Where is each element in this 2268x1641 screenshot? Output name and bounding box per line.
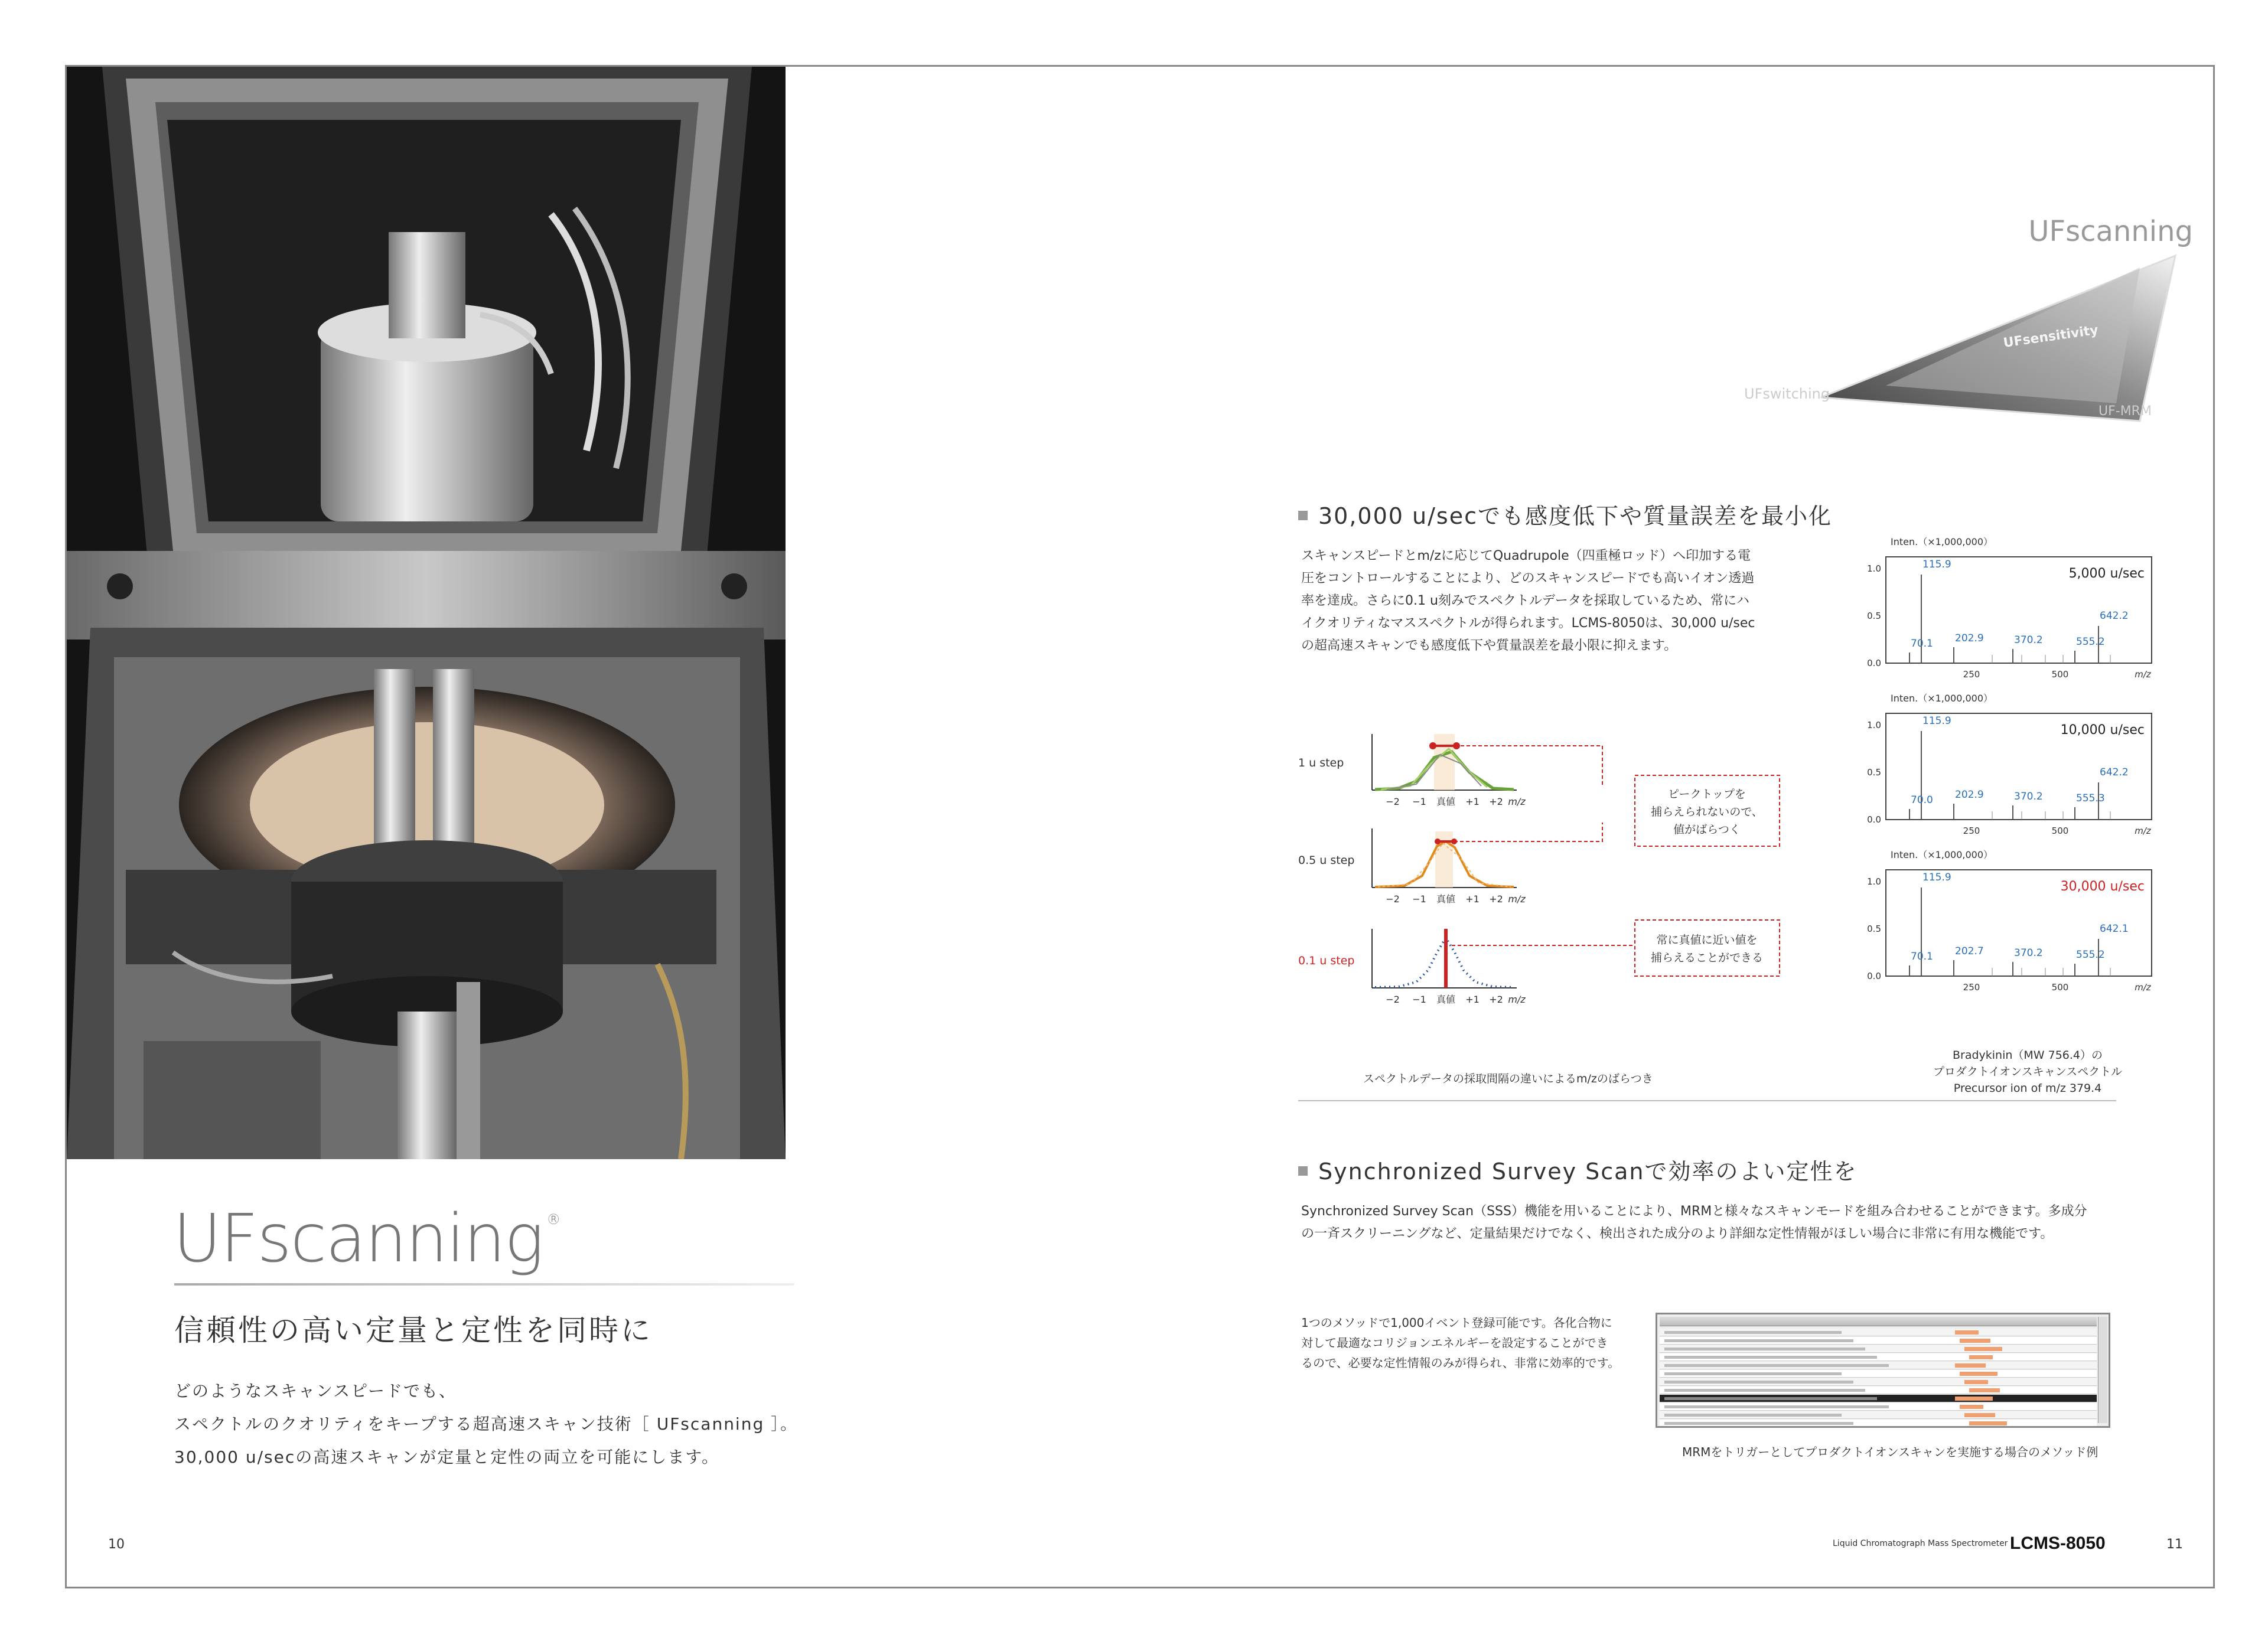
time-bar xyxy=(1964,1380,1988,1384)
peak-label: 370.2 xyxy=(2014,634,2043,646)
table-row xyxy=(1660,1345,2097,1353)
intro-text xyxy=(174,1375,798,1474)
row-text-placeholder xyxy=(1664,1414,1842,1417)
callout-line: 値がばらつく xyxy=(1673,823,1741,836)
method-table-caption: MRMをトリガーとしてプロダクトイオンスキャンを実施する場合のメソッド例 xyxy=(1682,1445,2098,1459)
step-diagram xyxy=(1298,716,1800,1094)
time-bar xyxy=(1960,1339,1990,1343)
table-row xyxy=(1660,1353,2097,1361)
peak-label: 555.3 xyxy=(2076,792,2105,804)
x-tick: +2 xyxy=(1489,796,1503,807)
x-tick: −2 xyxy=(1386,893,1400,905)
page-subtitle: 信頼性の高い定量と定性を同時に xyxy=(174,1313,653,1348)
x-tick: +1 xyxy=(1465,994,1480,1005)
y-tick: 0.0 xyxy=(1867,971,1881,981)
x-tick: m/z xyxy=(2135,982,2151,993)
peak-label: 642.2 xyxy=(2100,766,2129,778)
footer-product-line: Liquid Chromatograph Mass Spectrometer xyxy=(1833,1539,2008,1548)
row-text-placeholder xyxy=(1664,1389,1865,1392)
table-row xyxy=(1660,1378,2097,1386)
x-tick: m/z xyxy=(1508,796,1526,807)
peak-label: 115.9 xyxy=(1922,715,1951,727)
callout-line: 常に真値に近い値を xyxy=(1656,934,1758,947)
section2-side-text xyxy=(1301,1313,1619,1373)
y-tick: 0.5 xyxy=(1867,611,1881,621)
body-line: るので、必要な定性情報のみが得られ、非常に効率的です。 xyxy=(1301,1356,1620,1370)
scrollbar[interactable] xyxy=(2098,1317,2107,1423)
intro-line: スペクトルのクオリティをキープする超高速スキャン技術［ UFscanning ］。 xyxy=(174,1414,799,1434)
y-tick: 0.0 xyxy=(1867,658,1881,668)
brochure-spread xyxy=(65,65,2215,1588)
body-line: 率を達成。さらに0.1 u刻みでスペクトルデータを採取しているため、常にハ xyxy=(1301,593,1750,608)
x-tick: −2 xyxy=(1386,796,1400,807)
row-text-placeholder xyxy=(1664,1348,1865,1350)
x-tick: 500 xyxy=(2051,669,2069,680)
footer-model: LCMS-8050 xyxy=(2010,1534,2106,1553)
table-row xyxy=(1660,1411,2097,1419)
section-heading-1: 30,000 u/secでも感度低下や質量誤差を最小化 xyxy=(1298,498,1832,530)
section-heading-2: Synchronized Survey Scanで効率のよい定性を xyxy=(1298,1153,1858,1186)
time-bar xyxy=(1960,1372,1997,1376)
tri-label-right: UF-MRM xyxy=(2098,404,2152,419)
body-line: の一斉スクリーニングなど、定量結果だけでなく、検出された成分のより詳細な定性情報がほしい場合に非常に有用な機能です。 xyxy=(1301,1226,2054,1241)
table-row xyxy=(1660,1329,2097,1336)
row-text-placeholder xyxy=(1664,1331,1842,1334)
x-tick: m/z xyxy=(1508,893,1526,905)
time-bar xyxy=(1960,1405,1983,1409)
instrument-photo xyxy=(67,67,786,1159)
section-divider xyxy=(1298,1100,2116,1101)
body-line: の超高速スキャンでも感度低下や質量誤差を最小限に抑えます。 xyxy=(1301,638,1677,653)
x-tick: 500 xyxy=(2051,826,2069,836)
step-diagram-caption: スペクトルデータの採取間隔の違いによるm/zのばらつき xyxy=(1363,1072,1653,1085)
time-bar xyxy=(1955,1330,1979,1335)
y-tick: 1.0 xyxy=(1867,720,1881,730)
spectrum-panel xyxy=(1867,693,2152,836)
x-tick: +1 xyxy=(1465,893,1480,905)
spectra-chart xyxy=(1827,533,2169,1100)
time-bar xyxy=(1969,1388,2000,1392)
table-row xyxy=(1660,1337,2097,1345)
intro-line: どのようなスキャンスピードでも、 xyxy=(174,1381,457,1401)
section1-text xyxy=(1301,545,1755,657)
brand-title: UFscanning ® xyxy=(173,1200,560,1277)
peak-label: 555.2 xyxy=(2076,949,2105,961)
body-line: 圧をコントロールすることにより、どのスキャンスピードでも高いイオン透過 xyxy=(1301,571,1755,586)
y-axis-label: Inten.（×1,000,000） xyxy=(1891,849,1993,860)
x-tick: −2 xyxy=(1386,994,1400,1005)
intro-line: 30,000 u/secの高速スキャンが定量と定性の両立を可能にします。 xyxy=(174,1447,720,1467)
peak-label: 370.2 xyxy=(2014,947,2043,959)
method-table-screenshot xyxy=(1656,1313,2110,1428)
table-row xyxy=(1660,1386,2097,1394)
registered-mark: ® xyxy=(546,1211,560,1228)
row-text-placeholder xyxy=(1664,1397,1877,1400)
spectrum-panel xyxy=(1867,849,2152,993)
tri-label-left: UFswitching xyxy=(1744,386,1830,402)
scan-speed-label: 10,000 u/sec xyxy=(2060,723,2145,738)
x-tick: 真値 xyxy=(1436,893,1456,905)
time-bar xyxy=(1964,1347,2002,1351)
x-tick: 500 xyxy=(2051,982,2069,993)
table-row xyxy=(1660,1362,2097,1369)
tri-label-top: UFscanning xyxy=(2028,215,2193,248)
y-axis-label: Inten.（×1,000,000） xyxy=(1891,536,1993,547)
peak-label: 115.9 xyxy=(1922,872,1951,883)
peak-label: 202.9 xyxy=(1955,789,1984,801)
table-row xyxy=(1660,1395,2097,1402)
peak-label: 70.1 xyxy=(1911,951,1933,963)
row-text-placeholder xyxy=(1664,1372,1842,1375)
callout-line: 捕らえることができる xyxy=(1650,951,1764,964)
x-tick: 250 xyxy=(1963,982,1980,993)
x-tick: m/z xyxy=(1508,994,1526,1005)
scan-speed-label: 30,000 u/sec xyxy=(2060,879,2145,894)
peak-label: 70.0 xyxy=(1911,794,1933,806)
x-tick: −1 xyxy=(1412,893,1426,905)
peak-label: 202.7 xyxy=(1955,945,1984,957)
peak-label: 70.1 xyxy=(1911,638,1933,650)
x-tick: 250 xyxy=(1963,669,1980,680)
peak-label: 555.2 xyxy=(2076,636,2105,648)
spectra-caption-line: Bradykinin（MW 756.4）の xyxy=(1952,1049,2103,1062)
time-bar xyxy=(1955,1363,1986,1368)
table-row xyxy=(1660,1370,2097,1378)
section2-text xyxy=(1301,1200,2087,1245)
table-row xyxy=(1660,1420,2097,1427)
table-header-row xyxy=(1660,1317,2097,1326)
row-text-placeholder xyxy=(1664,1422,1853,1425)
row-text-placeholder xyxy=(1664,1381,1853,1384)
y-tick: 0.5 xyxy=(1867,767,1881,778)
x-tick: +2 xyxy=(1489,893,1503,905)
time-bar xyxy=(1964,1413,1995,1417)
spectrum-panel xyxy=(1867,536,2152,680)
spectra-caption-line: プロダクトイオンスキャンスペクトル xyxy=(1933,1065,2123,1078)
y-tick: 0.5 xyxy=(1867,924,1881,934)
time-bar xyxy=(1955,1397,1993,1401)
y-tick: 0.0 xyxy=(1867,814,1881,825)
body-line: 1つのメソッドで1,000イベント登録可能です。各化合物に xyxy=(1301,1316,1612,1330)
time-bar xyxy=(1969,1421,2007,1425)
y-axis-label: Inten.（×1,000,000） xyxy=(1891,693,1993,704)
x-tick: −1 xyxy=(1412,994,1426,1005)
scan-speed-label: 5,000 u/sec xyxy=(2068,566,2145,581)
step-label: 0.5 u step xyxy=(1298,854,1355,867)
page-number-right: 11 xyxy=(2166,1537,2183,1552)
peak-label: 370.2 xyxy=(2014,791,2043,802)
body-line: Synchronized Survey Scan（SSS）機能を用いることにより、MRMと様々なスキャンモードを組み合わせることができます。多成分 xyxy=(1301,1204,2087,1219)
row-text-placeholder xyxy=(1664,1364,1889,1367)
table-row xyxy=(1660,1403,2097,1411)
peak-label: 642.2 xyxy=(2100,610,2129,622)
body-line: 対して最適なコリジョンエネルギーを設定することができ xyxy=(1301,1336,1608,1350)
row-text-placeholder xyxy=(1664,1356,1877,1359)
title-rule xyxy=(174,1283,794,1286)
callout-line: 捕らえられないので、 xyxy=(1651,805,1763,818)
peak-label: 202.9 xyxy=(1955,632,1984,644)
uf-triangle-graphic xyxy=(1732,143,2205,451)
spectra-caption-line: Precursor ion of m/z 379.4 xyxy=(1953,1082,2102,1095)
callout-box-bottom xyxy=(1635,920,1780,976)
step-label: 1 u step xyxy=(1298,756,1344,769)
body-line: スキャンスピードとm/zに応じてQuadrupole（四重極ロッド）へ印加する電 xyxy=(1301,549,1751,563)
x-tick: m/z xyxy=(2135,826,2151,836)
x-tick: −1 xyxy=(1412,796,1426,807)
row-text-placeholder xyxy=(1664,1405,1889,1408)
x-tick: 真値 xyxy=(1436,994,1456,1005)
peak-label: 115.9 xyxy=(1922,559,1951,570)
time-bar xyxy=(1969,1355,1993,1359)
y-tick: 1.0 xyxy=(1867,876,1881,887)
peak-label: 642.1 xyxy=(2100,923,2129,935)
x-tick: 250 xyxy=(1963,826,1980,836)
tri-label-center: UFsensitivity xyxy=(2002,322,2100,351)
x-tick: m/z xyxy=(2135,669,2151,680)
page-number-left: 10 xyxy=(108,1537,125,1552)
heading-square-icon xyxy=(1298,1166,1308,1176)
body-line: イクオリティなマススペクトルが得られます。LCMS-8050は、30,000 u/sec xyxy=(1301,616,1755,631)
x-tick: +2 xyxy=(1489,994,1503,1005)
x-tick: 真値 xyxy=(1436,796,1456,807)
step-label: 0.1 u step xyxy=(1298,954,1355,967)
x-tick: +1 xyxy=(1465,796,1480,807)
heading-square-icon xyxy=(1298,511,1308,520)
row-text-placeholder xyxy=(1664,1339,1853,1342)
y-tick: 1.0 xyxy=(1867,563,1881,574)
callout-line: ピークトップを xyxy=(1668,788,1746,801)
